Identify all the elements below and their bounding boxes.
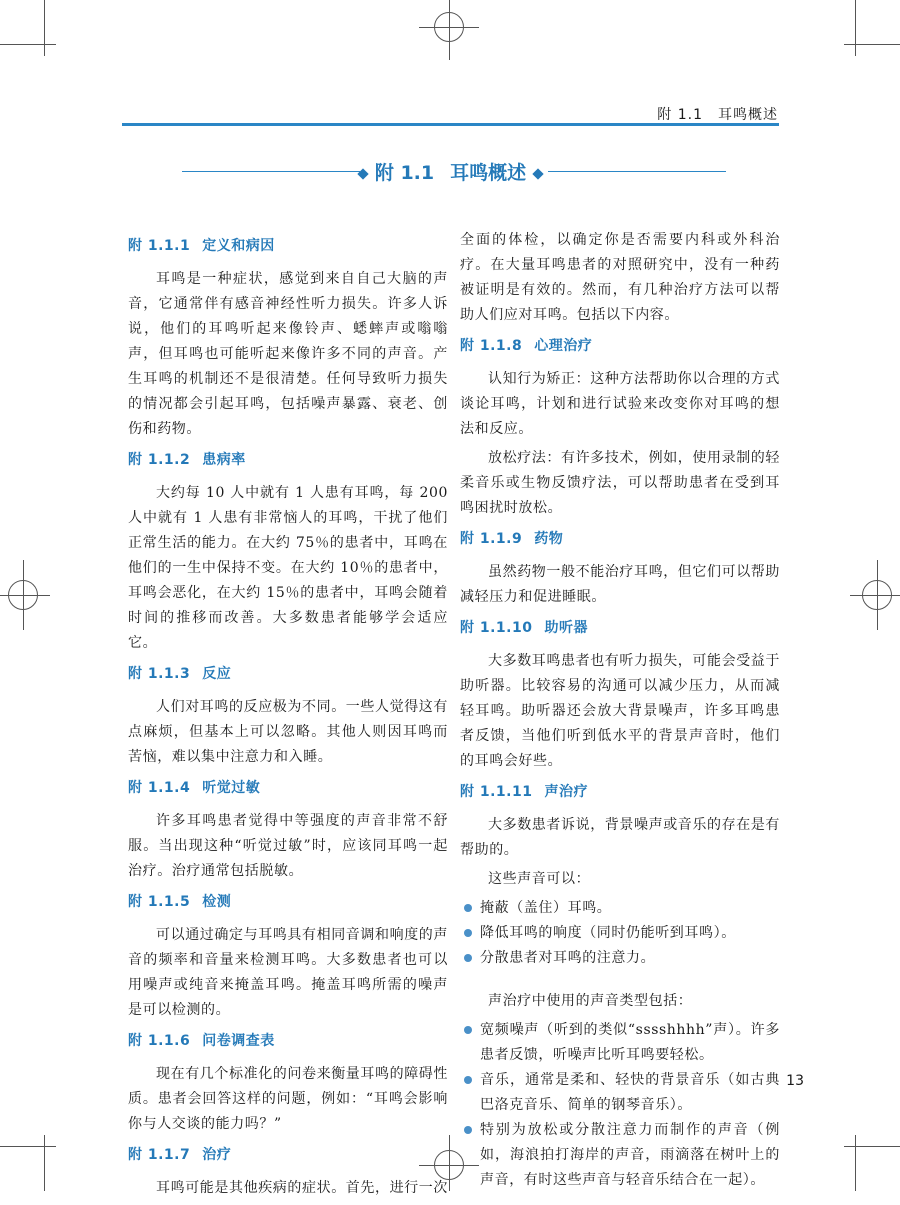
bullet-list [460,896,780,971]
section-heading: 附 1.1.1 定义和病因 [128,238,275,254]
paragraph: 虽然药物一般不能治疗耳鸣，但它们可以帮助减轻压力和促进睡眠。 [460,564,780,605]
paragraph: 放松疗法：有许多技术，例如，使用录制的轻柔音乐或生物反馈疗法，可以帮助患者在受到耳鸣困扰时放松。 [460,450,780,516]
page-number: 13 [786,1073,804,1089]
header-rule [122,123,779,126]
bullet-icon [464,1126,472,1134]
paragraph: 全面的体检，以确定你是否需要内科或外科治疗。在大量耳鸣患者的对照研究中，没有一种药被证明是有效的。然而，有几种治疗方法可以帮助人们应对耳鸣。包括以下内容。 [460,232,780,323]
diamond-icon [357,168,368,179]
paragraph: 许多耳鸣患者觉得中等强度的声音非常不舒服。当出现这种“听觉过敏”时，应该同耳鸣一起治疗。治疗通常包括脱敏。 [128,813,448,879]
list-item: 掩蔽（盖住）耳鸣。 [460,896,780,921]
chapter-title [122,158,779,185]
section-heading: 附 1.1.2 患病率 [128,452,246,468]
section-heading: 附 1.1.11 声治疗 [460,784,588,800]
section-heading: 附 1.1.6 问卷调查表 [128,1033,275,1049]
section-heading: 附 1.1.10 助听器 [460,620,588,636]
paragraph: 大多数患者诉说，背景噪声或音乐的存在是有帮助的。 [460,817,780,858]
bullet-icon [464,1026,472,1034]
running-header: 附 1.1 耳鸣概述 [657,107,778,123]
paragraph: 人们对耳鸣的反应极为不同。一些人觉得这有点麻烦，但基本上可以忽略。其他人则因耳鸣而苦恼，难以集中注意力和入睡。 [128,699,448,765]
paragraph: 大约每 10 人中就有 1 人患有耳鸣，每 200 人中就有 1 人患有非常恼人的耳鸣，干扰了他们正常生活的能力。在大约 75％的患者中，耳鸣在他们的一生中保持不变。在大约 10％的患者中，耳鸣会恶化，在大约 15％的患者中，耳鸣会随着时间的推移而改善。大多数患者能够学会适应它。 [128,485,448,651]
left-column [128,228,448,1205]
paragraph: 耳鸣是一种症状，感觉到来自自己大脑的声音，它通常伴有感音神经性听力损失。许多人诉说，他们的耳鸣听起来像铃声、蟋蟀声或嗡嗡声，但耳鸣也可能听起来像许多不同的声音。产生耳鸣的机制还不是很清楚。任何导致听力损失的情况都会引起耳鸣，包括噪声暴露、衰老、创伤和药物。 [128,271,448,437]
bullet-icon [464,904,472,912]
paragraph: 大多数耳鸣患者也有听力损失，可能会受益于助听器。比较容易的沟通可以减少压力，从而减轻耳鸣。助听器还会放大背景噪声，许多耳鸣患者反馈，当他们听到低水平的背景声音时，他们的耳鸣会好些。 [460,653,780,769]
title-number: 附 1.1 [374,162,435,184]
paragraph: 耳鸣可能是其他疾病的症状。首先，进行一次 [156,1180,448,1196]
section-heading: 附 1.1.3 反应 [128,666,232,682]
bullet-icon [464,1076,472,1084]
list-item: 分散患者对耳鸣的注意力。 [460,946,780,971]
list-item: 特别为放松或分散注意力而制作的声音（例如，海浪拍打海岸的声音，雨滴落在树叶上的声音，有时这些声音与轻音乐结合在一起）。 [460,1118,780,1193]
right-column [460,228,780,1197]
title-text: 耳鸣概述 [450,162,527,184]
section-heading: 附 1.1.9 药物 [460,531,564,547]
list-item: 降低耳鸣的响度（同时仍能听到耳鸣）。 [460,921,780,946]
section-heading: 附 1.1.5 检测 [128,894,232,910]
list-intro: 这些声音可以： [488,871,591,887]
paragraph: 可以通过确定与耳鸣具有相同音调和响度的声音的频率和音量来检测耳鸣。大多数患者也可以用噪声或纯音来掩盖耳鸣。掩盖耳鸣所需的噪声是可以检测的。 [128,927,448,1018]
section-heading: 附 1.1.7 治疗 [128,1147,232,1163]
paragraph: 现在有几个标准化的问卷来衡量耳鸣的障碍性质。患者会回答这样的问题，例如：“耳鸣会影响你与人交谈的能力吗？” [128,1066,448,1132]
bullet-icon [464,929,472,937]
section-heading: 附 1.1.8 心理治疗 [460,338,593,354]
list-item: 音乐，通常是柔和、轻快的背景音乐（如古典巴洛克音乐、简单的钢琴音乐）。 [460,1068,780,1118]
list-item: 宽频噪声（听到的类似“sssshhhh”声）。许多患者反馈，听噪声比听耳鸣要轻松。 [460,1018,780,1068]
diamond-icon [532,168,543,179]
section-heading: 附 1.1.4 听觉过敏 [128,780,261,796]
bullet-icon [464,954,472,962]
paragraph: 认知行为矫正：这种方法帮助你以合理的方式谈论耳鸣，计划和进行试验来改变你对耳鸣的想法和反应。 [460,371,780,437]
list-intro: 声治疗中使用的声音类型包括： [488,993,693,1009]
bullet-list [460,1018,780,1193]
